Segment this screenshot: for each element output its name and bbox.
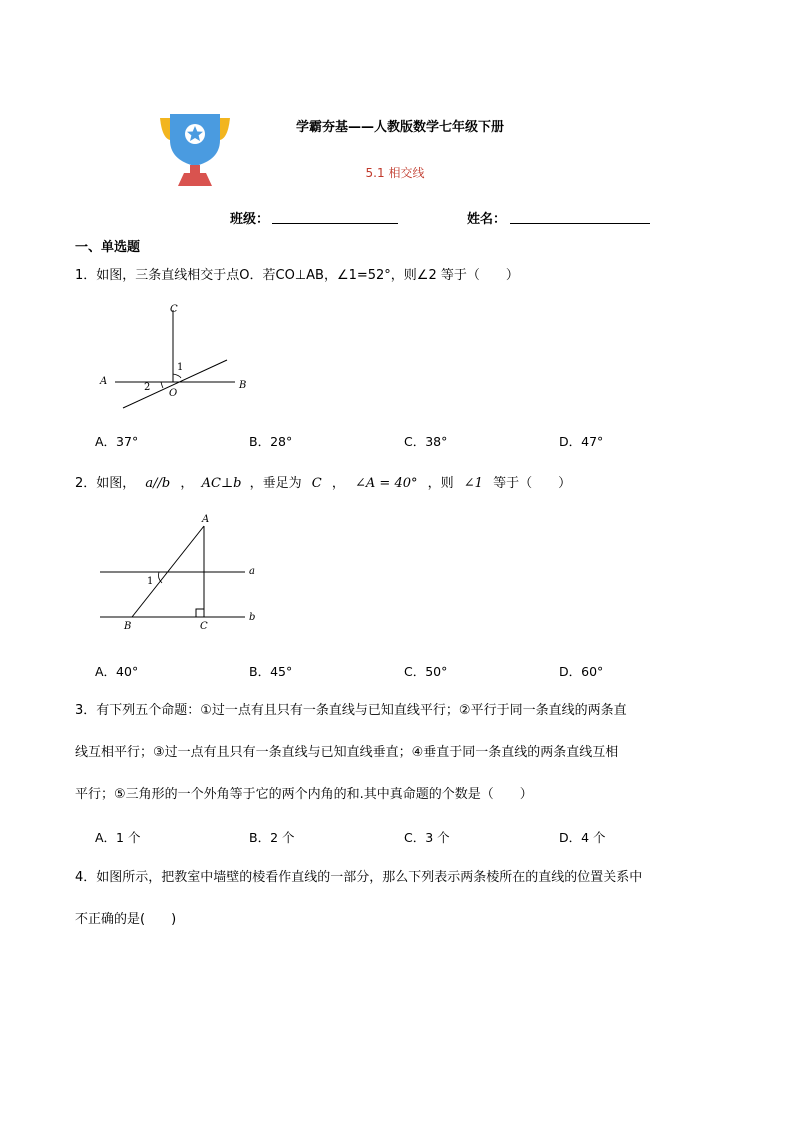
q2-label-line-b: b	[249, 612, 256, 623]
q1-label-c: C	[170, 304, 178, 315]
q2-option-b[interactable]: B．45°	[249, 664, 293, 679]
q2-text-3: ，垂足为	[249, 476, 302, 491]
question-4-line-2: 不正确的是( )	[75, 912, 177, 927]
q2-label-a-point: A	[202, 514, 210, 525]
q1-label-o: O	[169, 388, 178, 399]
question-2-figure	[95, 510, 265, 635]
section-heading: 一、单选题	[75, 240, 141, 255]
q2-math-perp: AC⊥b	[201, 476, 242, 491]
q1-label-b: B	[239, 380, 247, 391]
question-3-line-3: 平行；⑤三角形的一个外角等于它的两个内角的和.其中真命题的个数是（ ）	[75, 787, 533, 802]
question-1-stem: 1．如图，三条直线相交于点O．若CO⊥AB，∠1=52°，则∠2 等于（ ）	[75, 268, 519, 283]
q1-option-c[interactable]: C．38°	[404, 434, 448, 449]
q3-option-b[interactable]: B．2 个	[249, 830, 295, 845]
q2-math-c: C	[311, 476, 322, 491]
q2-text-2: ，	[180, 476, 194, 491]
q2-angle-1-label: 1	[147, 576, 154, 587]
q1-label-a: A	[100, 376, 108, 387]
q3-option-a[interactable]: A．1 个	[95, 830, 141, 845]
q2-label-c-point: C	[200, 621, 208, 632]
q2-math-angle-a: ∠A = 40°	[355, 476, 418, 491]
q1-option-a[interactable]: A．37°	[95, 434, 139, 449]
trophy-logo-icon	[150, 110, 240, 190]
class-label: 班级：	[230, 212, 270, 227]
question-4-line-1: 4．如图所示，把教室中墙壁的棱看作直线的一部分，那么下列表示两条棱所在的直线的位置关系中	[75, 870, 643, 885]
q1-angle-2-label: 2	[144, 382, 151, 393]
q2-math-angle-1: ∠1	[463, 476, 483, 491]
q3-option-c[interactable]: C．3 个	[404, 830, 450, 845]
document-title: 学霸夯基——人教版数学七年级下册	[295, 120, 504, 135]
q1-option-d[interactable]: D．47°	[559, 434, 604, 449]
question-3-line-1: 3．有下列五个命题：①过一点有且只有一条直线与已知直线平行；②平行于同一条直线的两条直	[75, 703, 627, 718]
name-blank[interactable]	[510, 209, 650, 224]
q1-option-b[interactable]: B．28°	[249, 434, 293, 449]
q2-option-c[interactable]: C．50°	[404, 664, 448, 679]
class-blank[interactable]	[272, 209, 398, 224]
name-label: 姓名：	[467, 212, 507, 227]
q2-label-b-point: B	[124, 621, 132, 632]
question-3-line-2: 线互相平行；③过一点有且只有一条直线与已知直线垂直；④垂直于同一条直线的两条直线互相	[75, 745, 619, 760]
q2-option-a[interactable]: A．40°	[95, 664, 139, 679]
q2-option-d[interactable]: D．60°	[559, 664, 604, 679]
lesson-subtitle: 5.1 相交线	[365, 166, 425, 180]
question-2-stem	[75, 474, 571, 494]
q2-text-5: ，则	[427, 476, 454, 491]
q2-text-6: 等于（ ）	[493, 476, 572, 491]
q2-label-line-a: a	[249, 566, 255, 577]
q3-option-d[interactable]: D．4 个	[559, 830, 606, 845]
q1-angle-1-label: 1	[177, 362, 184, 373]
q2-text-4: ，	[331, 476, 345, 491]
q2-math-parallel: a//b	[145, 476, 171, 491]
question-1-figure	[95, 300, 265, 415]
q2-text-1: 2．如图，	[75, 476, 136, 491]
